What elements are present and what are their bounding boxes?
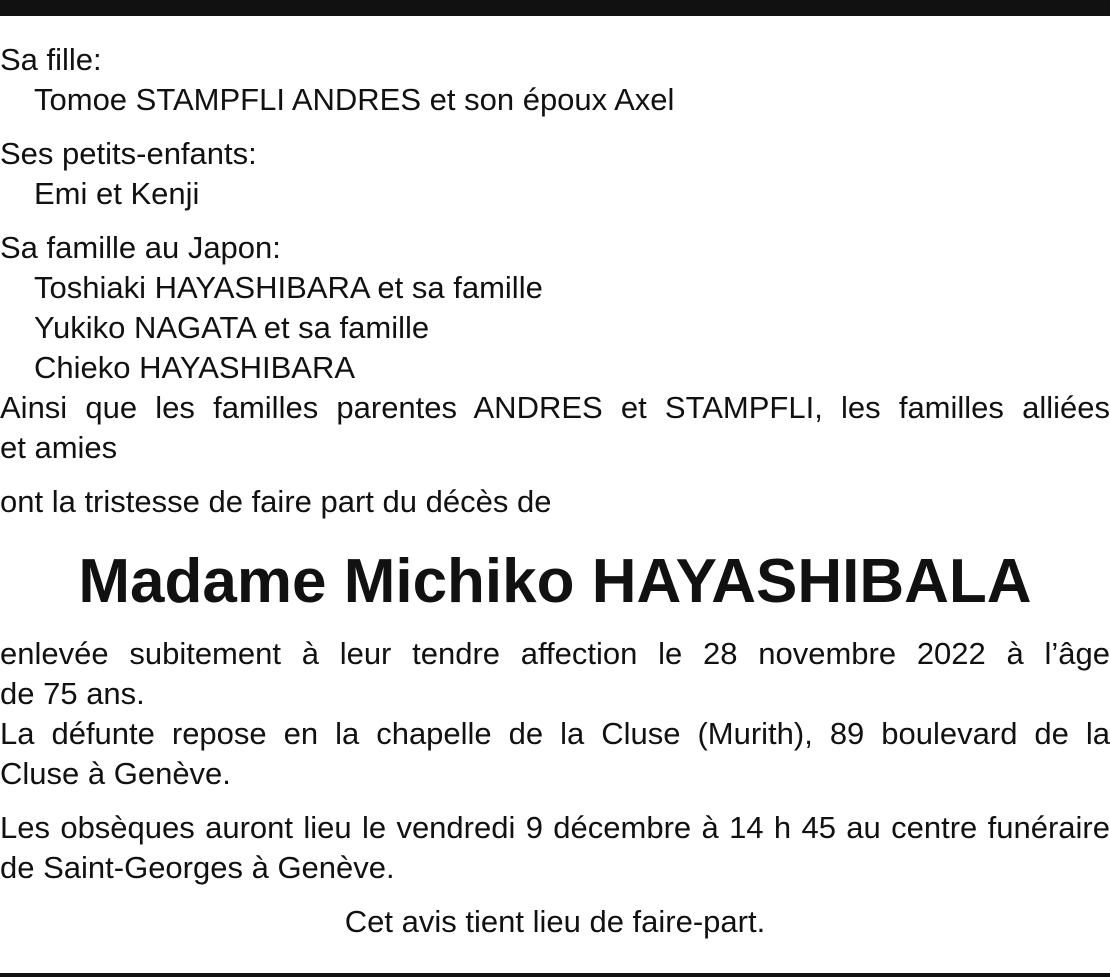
family-heading-daughter: Sa fille: — [0, 42, 102, 77]
family-member: Chieko HAYASHIBARA — [34, 350, 356, 385]
relatives-line: et amies — [0, 430, 118, 465]
funeral-details-line: Les obsèques auront lieu le vendredi 9 décembre à 14 h 45 au centre funéraire — [0, 810, 1110, 845]
bottom-border-rule — [0, 973, 1110, 977]
family-heading-grandchildren: Ses petits-enfants: — [0, 136, 257, 171]
family-member: Toshiaki HAYASHIBARA et sa famille — [34, 270, 543, 305]
death-details-line: de 75 ans. — [0, 676, 145, 711]
obituary-notice — [0, 40, 1110, 942]
rest-location-line: Cluse à Genève. — [0, 756, 231, 791]
top-border-rule — [0, 0, 1110, 16]
announcement-text: ont la tristesse de faire part du décès de — [0, 484, 552, 519]
family-heading-japan: Sa famille au Japon: — [0, 230, 281, 265]
closing-text: Cet avis tient lieu de faire-part. — [344, 904, 766, 939]
family-member: Emi et Kenji — [34, 176, 200, 211]
deceased-name: Madame Michiko HAYASHIBALA — [78, 547, 1032, 616]
relatives-line: Ainsi que les familles parentes ANDRES et STAMPFLI, les familles alliées — [0, 390, 1110, 425]
funeral-details-line: de Saint-Georges à Genève. — [0, 850, 395, 885]
death-details-line: enlevée subitement à leur tendre affection le 28 novembre 2022 à l’âge — [0, 636, 1110, 671]
family-member: Yukiko NAGATA et sa famille — [34, 310, 430, 345]
family-member: Tomoe STAMPFLI ANDRES et son époux Axel — [34, 82, 675, 117]
rest-location-line: La défunte repose en la chapelle de la Cluse (Murith), 89 boulevard de la — [0, 716, 1110, 751]
